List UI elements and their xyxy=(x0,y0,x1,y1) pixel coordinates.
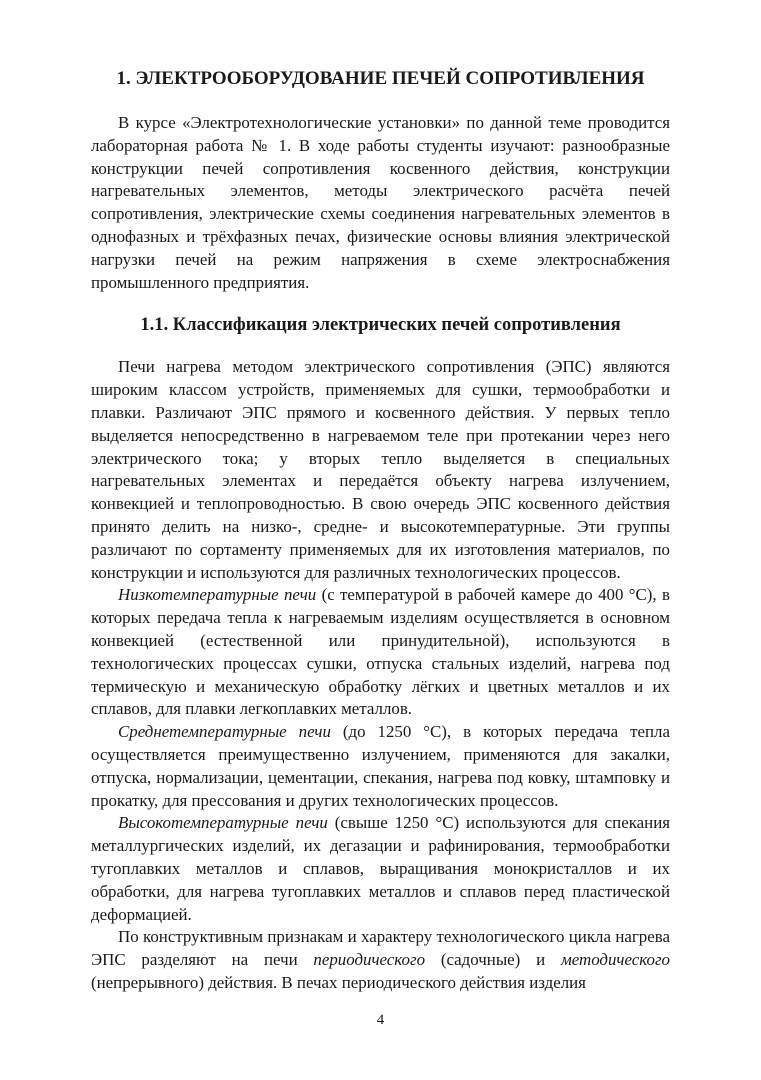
section-heading: 1.1. Классификация электрических печей сопротивления xyxy=(140,315,621,336)
methodic-term: методического xyxy=(560,950,670,970)
document-page xyxy=(91,66,670,995)
intro-paragraph: В курсе «Электротехнологические установки» по данной теме проводится лабораторная работа № 1. В ходе работы студенты изучают: разнообразные конструкции печей сопротивления косвенного действия, конструкции нагревательных элементов, методы электрического расчёта печей сопротивления, электрические схемы соединения нагревательных элементов в однофазных и трёхфазных печах, физические основы влияния электрической нагрузки печей на режим напряжения в схеме электроснабжения промышленного предприятия. xyxy=(91,113,670,292)
construction-text-a: По конструктивным признакам и характеру технологического цикла нагрева ЭПС разделяют на печи xyxy=(91,927,670,970)
low-temperature-term: Низкотемпературные печи xyxy=(118,585,317,605)
high-temperature-text: (свыше 1250 °C) используются для спекания металлургических изделий, их дегазации и рафинирования, термообработки тугоплавких металлов и сплавов, выращивания монокристаллов и их обработки, для нагрева тугоплавких металлов и сплавов перед пластической деформацией. xyxy=(91,813,670,924)
mid-temperature-term: Среднетемпературные печи xyxy=(118,722,331,742)
low-temperature-paragraph xyxy=(91,584,670,721)
mid-temperature-text: (до 1250 °C), в которых передача тепла осуществляется преимущественно излучением, применяются для закалки, отпуска, нормализации, цементации, спекания, нагрева под ковку, штамповку и прокатку, для прессования и других технологических процессов. xyxy=(91,722,670,810)
construction-paragraph xyxy=(91,926,670,994)
construction-text-c: (непрерывного) действия. В печах периодического действия изделия xyxy=(91,972,586,992)
chapter-heading: 1. ЭЛЕКТРООБОРУДОВАНИЕ ПЕЧЕЙ СОПРОТИВЛЕНИЯ xyxy=(116,68,645,89)
periodic-term: периодического xyxy=(313,950,426,970)
high-temperature-paragraph xyxy=(91,812,670,926)
classification-paragraph: Печи нагрева методом электрического сопротивления (ЭПС) являются широким классом устройств, применяемых для сушки, термообработки и плавки. Различают ЭПС прямого и косвенного действия. У первых тепло выделяется непосредственно в нагреваемом теле при протекании через него электрического тока; у вторых тепло выделяется в специальных нагревательных элементах и передаётся объекту нагрева излучением, конвекцией и теплопроводностью. В свою очередь ЭПС косвенного действия принято делить на низко-, средне- и высокотемпературные. Эти группы различают по сортаменту применяемых для их изготовления материалов, по конструкции и используются для различных технологических процессов. xyxy=(91,357,670,582)
construction-text-b: (садочные) и xyxy=(425,950,561,970)
mid-temperature-paragraph xyxy=(91,721,670,812)
high-temperature-term: Высокотемпературные печи xyxy=(118,813,328,833)
low-temperature-text: (с температурой в рабочей камере до 400 °C), в которых передача тепла к нагреваемым изделиям осуществляется в основном конвекцией (естественной или принудительной), используются в технологических процессах сушки, отпуска стальных изделий, нагрева под термическую и механическую обработку лёгких и цветных металлов и их сплавов, для плавки легкоплавких металлов. xyxy=(91,585,670,719)
page-number: 4 xyxy=(376,1012,385,1028)
